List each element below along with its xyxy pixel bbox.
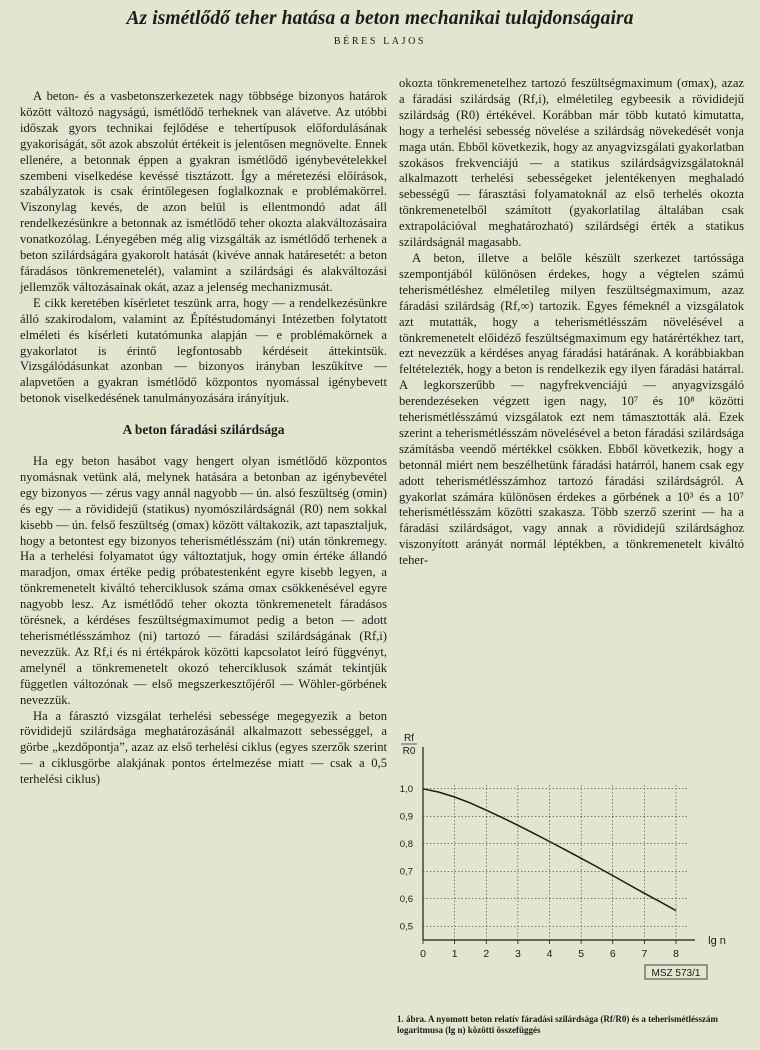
- x-tick-label: 8: [673, 948, 679, 960]
- left-column: [20, 89, 387, 788]
- x-tick-label: 2: [483, 948, 490, 960]
- paragraph: Ha a fárasztó vizsgálat terhelési sebessége megegyezik a beton rövididejű szilárdsága meghatározásánál alkalmazott sebességgel, a görbe „kezdőpontja”, azaz az első terhelési ciklus (egyes szerzők szerint — a ciklusgörbe alakjának pontos értelmezése miatt — csak a 0,5 terhelési ciklus): [20, 708, 387, 787]
- y-tick-label: 1,0: [399, 783, 413, 795]
- paragraph: E cikk keretében kísérletet teszünk arra, hogy — a rendelkezésünkre álló szakirodalom, valamint az Építéstudományi Intézetben folytatott elméleti és kísérleti kutatómunka alapján — e problémakörnek a gyakorlatot is érintő legfontosabb kérdéseit áttekintsük. Vizsgálódásunkat azonban — bizonyos irányban leszűkítve — alapvetően a gyakran ismétlődő központos nyomással igénybevett betonok viselkedésének tanulmányozására irányítjuk.: [20, 295, 387, 406]
- y-axis-label-denominator: R0: [402, 746, 416, 757]
- x-tick-label: 1: [451, 948, 458, 960]
- y-axis-label-numerator: Rf: [404, 733, 414, 744]
- x-tick-label: 7: [641, 948, 648, 960]
- y-tick-label: 0,8: [399, 838, 413, 850]
- x-tick-label: 3: [514, 948, 521, 960]
- paragraph: Ha egy beton hasábot vagy hengert olyan ismétlődő központos nyomásnak vetünk alá, melynek hatására a betonban az igénybevétel egy bizonyos — zérus vagy annál nagyobb — ún. alsó feszültség (σmin) és egy — a rövididejű (statikus) nyomószilárdságnál (R0) nem sokkal kisebb — ún. felső feszültség (σmax) között váltakozik, azt tapasztaljuk, hogy a betontest egy bizonyos teherismétlésszám (ni) után tönkremegy. Ha a terhelési folyamatot úgy változtatjuk, hogy σmin értéke állandó maradjon, σmax értéke pedig próbatestenként egyre kisebb legyen, a tönkremenetelt kiváltó teherciklusok száma σmax csökkenésével egyre nagyobb lesz. Az ismétlődő teher okozta tönkremenetelt fáradásos törésnek, a kérdéses feszültségmaximumot pedig a beton — adott teherismétlésszámhoz (ni) tartozó — fáradási szilárdságának (Rf,i) nevezzük. Az Rf,i és ni értékpárok közötti kapcsolatot leíró függvényt, amelynél a tönkremenetelt okozó teherciklusok számát tekintjük független változónak — első megszerkesztőjéről — Wöhler-görbének nevezzük.: [20, 454, 387, 707]
- author-name: BÉRES LAJOS: [333, 36, 427, 47]
- x-tick-label: 0: [420, 948, 426, 960]
- figure-caption: 1. ábra. A nyomott beton relatív fáradási szilárdsága (Rf/R0) és a teherismétlésszám logaritmusa (lg n) közötti összefüggés: [397, 1014, 719, 1035]
- stamp-label: MSZ 573/1: [651, 968, 701, 979]
- x-tick-label: 6: [609, 948, 616, 960]
- y-tick-label: 0,6: [399, 893, 413, 905]
- fatigue-chart: [375, 730, 750, 1015]
- section-heading: A beton fáradási szilárdsága: [122, 422, 285, 438]
- paragraph: A beton- és a vasbetonszerkezetek nagy többsége bizonyos határok között változó nagyságú, ismétlődő terheknek van alávetve. Az utóbbi időszak gyors technikai fejlődése e tehertípusok előfordulásának gyakoriságát, sőt azok abszolút értékeit is jelentősen megnövelte. Ennek ellenére, a betonnak éppen a gyakran ismétlődő igénybevételekkel szembeni viselkedése kevéssé tisztázott. Így a méretezési előírások, szabályzatok is csak érintőlegesen foglalkoznak e problémakörrel. Viszonylag kevés, de azon belül is ellentmondó adat áll rendelkezésünkre a betonnak az ismétlődő teher okozta alakváltozásaira vonatkozólag. Lényegében még alig vizsgálták az ismétlődő terhenek a beton szilárdságára gyakorolt hatását (kivéve annak határesetét: a beton fáradásos tönkremenetelét), valamint a szilárdsági és alakváltozási jellemzők változásainak okát, azaz a jelenség mechanizmusát.: [20, 89, 387, 294]
- paragraph: okozta tönkremenetelhez tartozó feszültségmaximum (σmax), azaz a fáradási szilárdság (Rf,i), elméletileg egybeesik a rövididejű szilárdság (R0) értékével. Korábban már több kutató kimutatta, hogy a terhelési sebesség növelése a szilárdság növekedését vonja maga után. Ebből következik, hogy az anyagvizsgálati gyakorlatban szokásos frekvenciájú — a statikus szilárdságvizsgálatoknál alkalmazott terhelési sebességeket jelentékenyen meghaladó sebességű — fárasztási folyamatoknál az első terhelés okozta tönkremenetelből számított (gyakorlatilag általában csak extrapolációval meghatározható) szilárdségi érték a statikus szilárdságnál magasabb.: [399, 76, 744, 250]
- paragraph: A beton, illetve a belőle készült szerkezet tartóssága szempontjából különösen érdekes, hogy a végtelen számú teherismétléshez elméletileg milyen feszültségmaximum, azaz fáradási szilárdság (Rf,∞) tartozik. Egyes fémeknél a vizsgálatok azt mutatták, hogy a teherismétlésszám növelésével a tönkremenetelt előidéző feszültségmaximum egy határértékhez tart, ezt nevezzük a kérdéses anyag fáradási határának. A korábbiakban feltételezték, hogy a beton is rendelkezik egy ilyen fáradási határral. A legkorszerűbb — nagyfrekvenciájú — anyagvizsgáló berendezéseken végzett igen nagy, 10⁷ és 10⁸ közötti teherismétlésszámú vizsgálatok ezt nem támasztották alá. Ezek szerint a teherismétlésszám növelésével a beton fáradási szilárdsága számításba veendő mértékkel csökken. Ebből következik, hogy a betonnál miért nem beszélhetünk fáradási határról, hanem csak egy adott teherismétlésszámhoz tartozó fáradási szilárdságról. A gyakorlat számára különösen érdekes a görbének a 10³ és a 10⁷ teherismétlésszám közötti szakasza. Több szerző szerint — ha a fáradási szilárdságot, vagy annak a rövididejű szilárdsághoz viszonyított arányát normál léptékben, a tönkremenetelt kiváltó teher-: [399, 250, 744, 568]
- x-tick-label: 4: [546, 948, 553, 960]
- x-tick-label: 5: [578, 948, 585, 960]
- right-column: [399, 76, 744, 569]
- y-tick-label: 0,7: [399, 866, 413, 878]
- page-title: Az ismétlődő teher hatása a beton mechanikai tulajdonságaira: [126, 8, 634, 29]
- y-tick-label: 0,9: [399, 811, 413, 823]
- y-tick-label: 0,5: [399, 921, 413, 933]
- x-axis-label: lg n: [708, 935, 726, 947]
